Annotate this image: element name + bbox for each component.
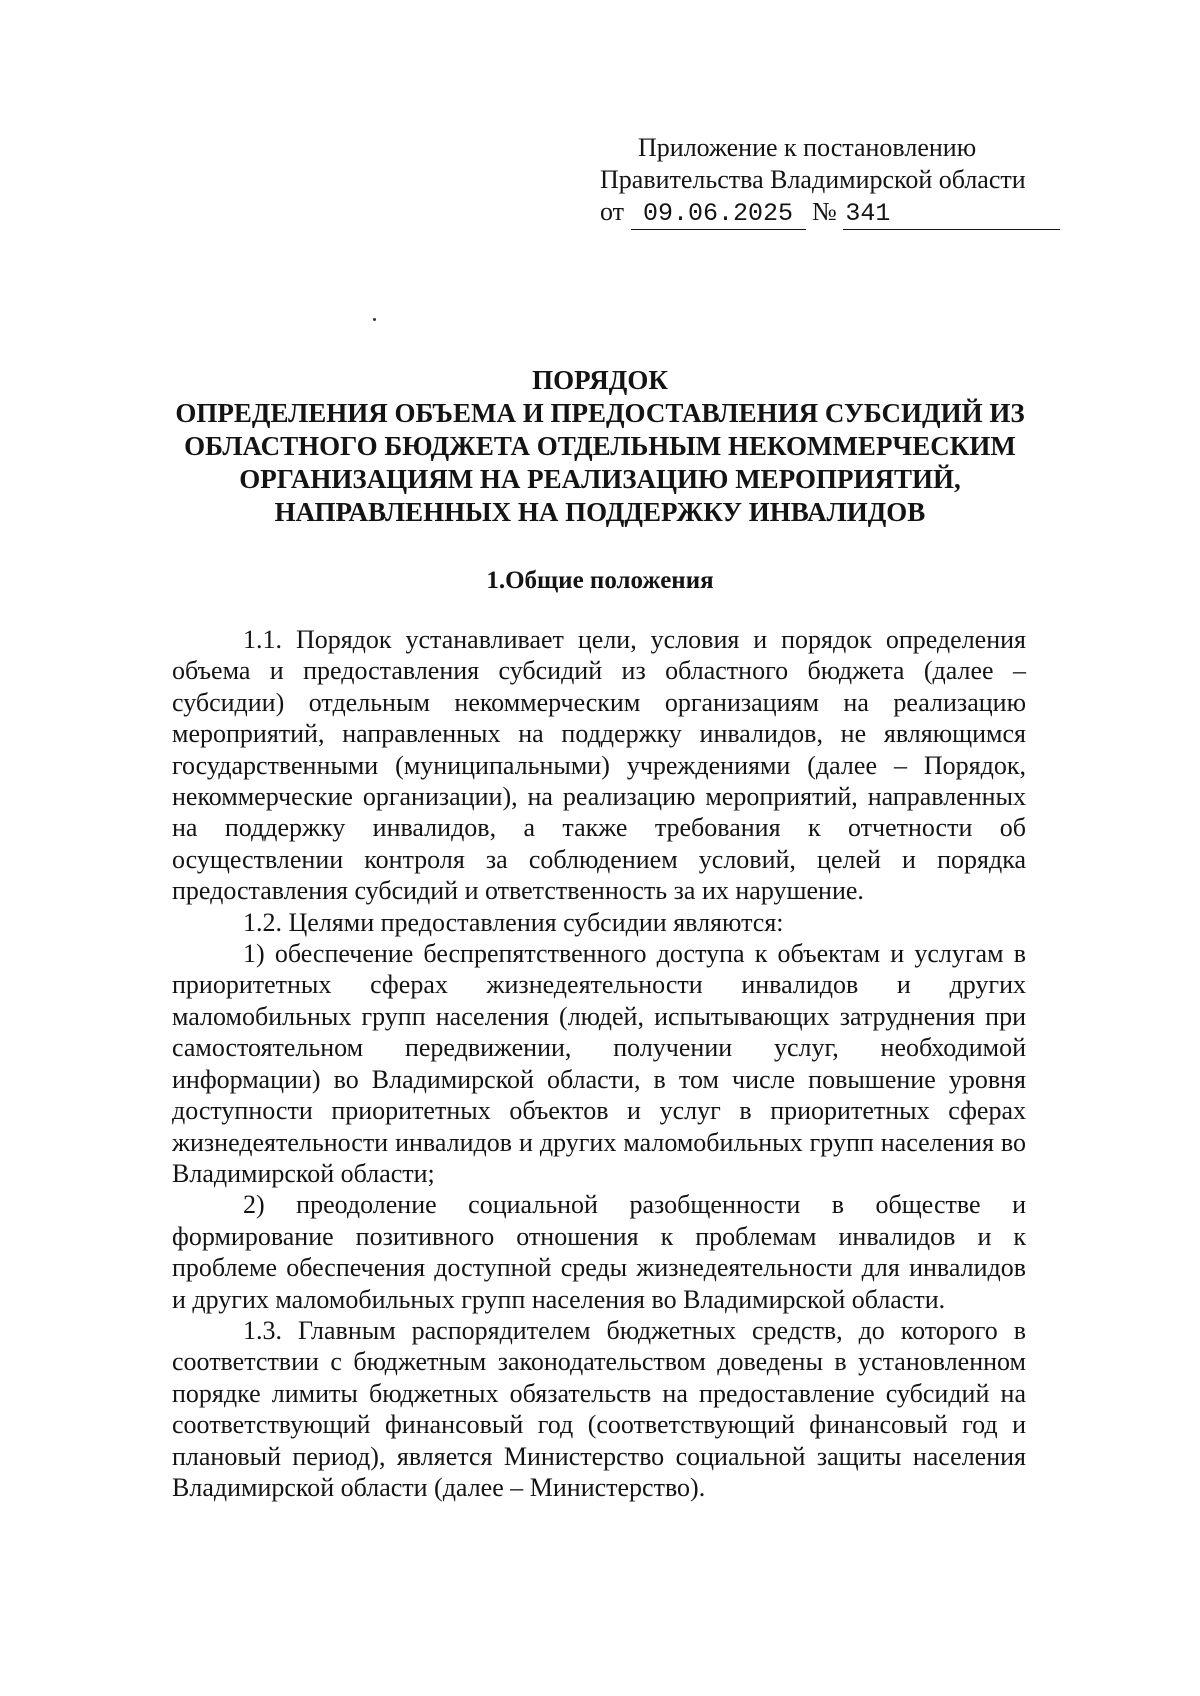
scan-speck xyxy=(373,318,376,321)
document-body xyxy=(172,624,1026,1503)
paragraph-goal-2: 2) преодоление социальной разобщенности в обществе и формирование позитивного отношения к проблемам инвалидов и к проблеме обеспечения доступной среды жизнедеятельности для инвалидов и других маломобильных групп населения во Владимирской области. xyxy=(172,1190,1026,1314)
paragraph-goal-1: 1) обеспечение беспрепятственного доступа к объектам и услугам в приоритетных сферах жизнедеятельности инвалидов и других маломобильных групп населения (людей, испытывающих затруднения при самостоятельном передвижении, получении услуг, необходимой информации) во Владимирской области, в том числе повышение уровня доступности приоритетных объектов и услуг в приоритетных сферах жизнедеятельности инвалидов и других маломобильных групп населения во Владимирской области; xyxy=(172,939,1026,1188)
title-line: ПОРЯДОК xyxy=(532,365,668,395)
header-line-2: Правительства Владимирской области xyxy=(600,165,1026,194)
paragraph-1-3: 1.3. Главным распорядителем бюджетных средств, до которого в соответствии с бюджетным законодательством доведены в установленном порядке лимиты бюджетных обязательств на предоставление субсидий на соответствующий финансовый год (соответствующий финансовый год и плановый период), является Министерство социальной защиты населения Владимирской области (далее – Министерство). xyxy=(172,1315,1026,1502)
decree-number: 341 xyxy=(843,199,1060,230)
paragraph-1-1: 1.1. Порядок устанавливает цели, условия и порядок определения объема и предоставления субсидий из областного бюджета (далее – субсидии) отдельным некоммерческим организациям на реализацию мероприятий, направленных на поддержку инвалидов, не являющимся государственными (муниципальными) учреждениями (далее – Порядок, некоммерческие организации), на реализацию мероприятий, направленных на поддержку инвалидов, а также требования к отчетности об осуществлении контроля за соблюдением условий, целей и порядка предоставления субсидий и ответственность за их нарушение. xyxy=(172,625,1026,906)
title-line: НАПРАВЛЕННЫХ НА ПОДДЕРЖКУ ИНВАЛИДОВ xyxy=(274,497,926,527)
header-line-1: Приложение к постановлению xyxy=(638,133,977,162)
section-heading: 1.Общие положения xyxy=(486,567,714,594)
title-line: ОБЛАСТНОГО БЮДЖЕТА ОТДЕЛЬНЫМ НЕКОММЕРЧЕСКИМ xyxy=(184,431,1016,461)
paragraph-1-2: 1.2. Целями предоставления субсидии являются: xyxy=(243,907,784,937)
decree-date: 09.06.2025 xyxy=(631,199,806,230)
document-header xyxy=(600,132,1026,230)
title-line: ОПРЕДЕЛЕНИЯ ОБЪЕМА И ПРЕДОСТАВЛЕНИЯ СУБСИДИЙ ИЗ xyxy=(175,398,1025,428)
document-title xyxy=(170,364,1030,529)
number-sign: № xyxy=(812,197,837,226)
title-line: ОРГАНИЗАЦИЯМ НА РЕАЛИЗАЦИЮ МЕРОПРИЯТИЙ, xyxy=(239,464,961,494)
header-date-line xyxy=(600,196,1020,230)
date-prefix: от xyxy=(600,197,625,226)
